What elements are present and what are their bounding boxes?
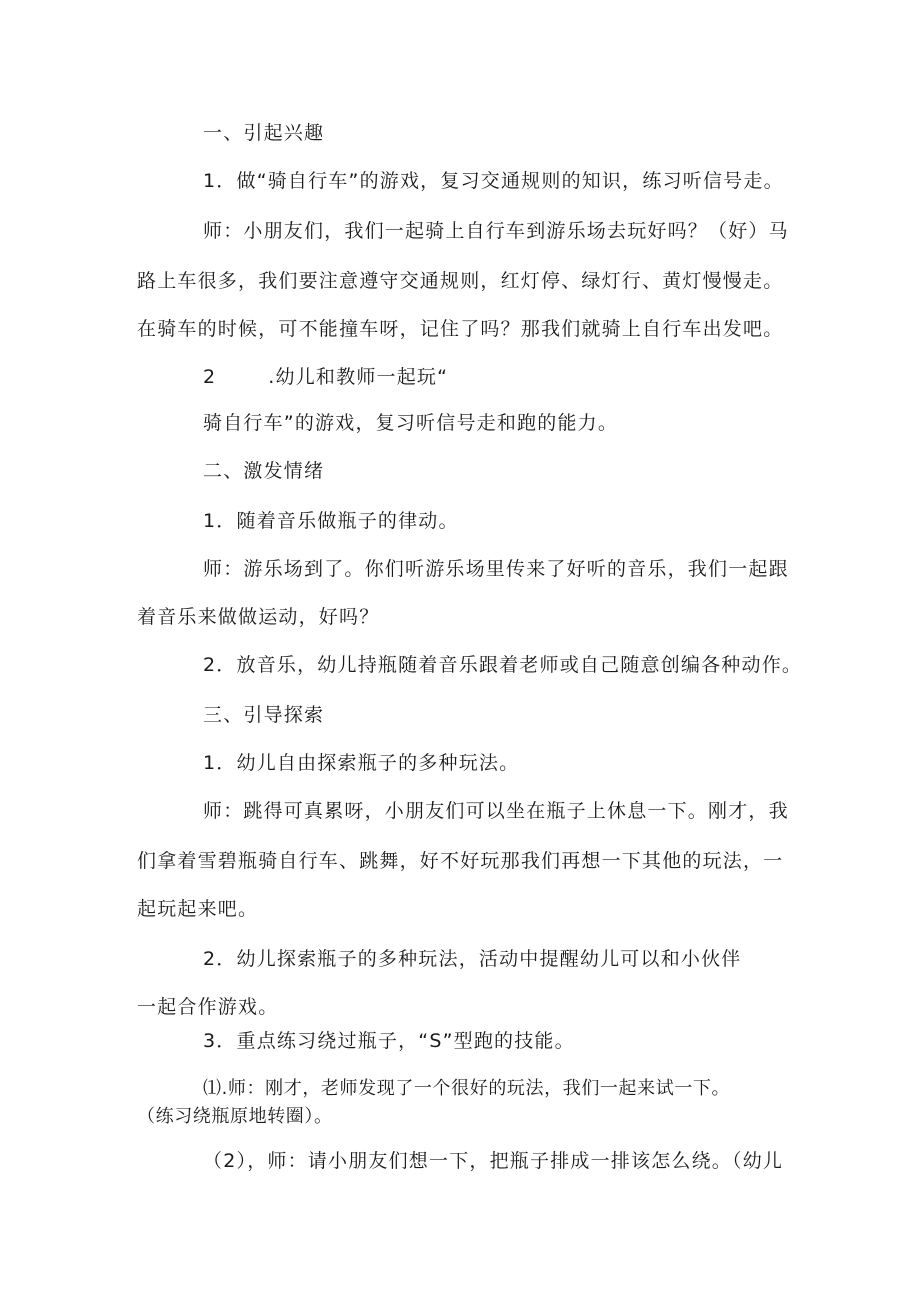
paragraph-line: 一起合作游戏。 [137, 996, 279, 1018]
paragraph-line: （2），师：请小朋友们想一下，把瓶子排成一排该怎么绕。（幼儿 [203, 1150, 784, 1172]
paragraph-line: 1．随着音乐做瓶子的律动。 [203, 510, 459, 532]
list-text: .幼儿和教师一起玩“ [268, 366, 449, 388]
paragraph-line: 着音乐来做做运动，好吗？ [137, 606, 380, 628]
heading-2: 二、激发情绪 [203, 460, 325, 482]
paragraph-line: 师：小朋友们，我们一起骑上自行车到游乐场去玩好吗？（好）马 [203, 220, 789, 242]
paragraph-line: 骑自行车”的游戏，复习听信号走和跑的能力。 [203, 412, 619, 434]
paragraph-line: 路上车很多，我们要注意遵守交通规则，红灯停、绿灯行、黄灯慢慢走。 [137, 270, 784, 292]
paragraph-line: （练习绕瓶原地转圈）。 [137, 1106, 333, 1127]
paragraph-line: 1．做“骑自行车”的游戏，复习交通规则的知识，练习听信号走。 [203, 170, 784, 192]
paragraph-line: 1．幼儿自由探索瓶子的多种玩法。 [203, 752, 520, 774]
paragraph-line: 师：跳得可真累呀，小朋友们可以坐在瓶子上休息一下。刚才，我 [203, 800, 789, 822]
paragraph-line [203, 364, 448, 390]
paragraph-line: 师：游乐场到了。你们听游乐场里传来了好听的音乐，我们一起跟 [203, 558, 789, 580]
paragraph-line: 起玩起来吧。 [137, 898, 259, 920]
heading-1: 一、引起兴趣 [203, 122, 325, 144]
paragraph-line: ⑴.师：刚才，老师发现了一个很好的玩法，我们一起来试一下。 [203, 1078, 731, 1099]
heading-3: 三、引导探索 [203, 704, 325, 726]
paragraph-line: 2．幼儿探索瓶子的多种玩法，活动中提醒幼儿可以和小伙伴 [203, 948, 742, 970]
list-number: 2 [203, 366, 217, 388]
paragraph-line: 在骑车的时候，可不能撞车呀，记住了吗？那我们就骑上自行车出发吧。 [137, 318, 784, 340]
paragraph-line: 2．放音乐，幼儿持瓶随着音乐跟着老师或自己随意创编各种动作。 [203, 654, 803, 676]
paragraph-line: 3．重点练习绕过瓶子，“S”型跑的技能。 [203, 1030, 575, 1052]
paragraph-line: 们拿着雪碧瓶骑自行车、跳舞，好不好玩那我们再想一下其他的玩法，一 [137, 850, 784, 872]
